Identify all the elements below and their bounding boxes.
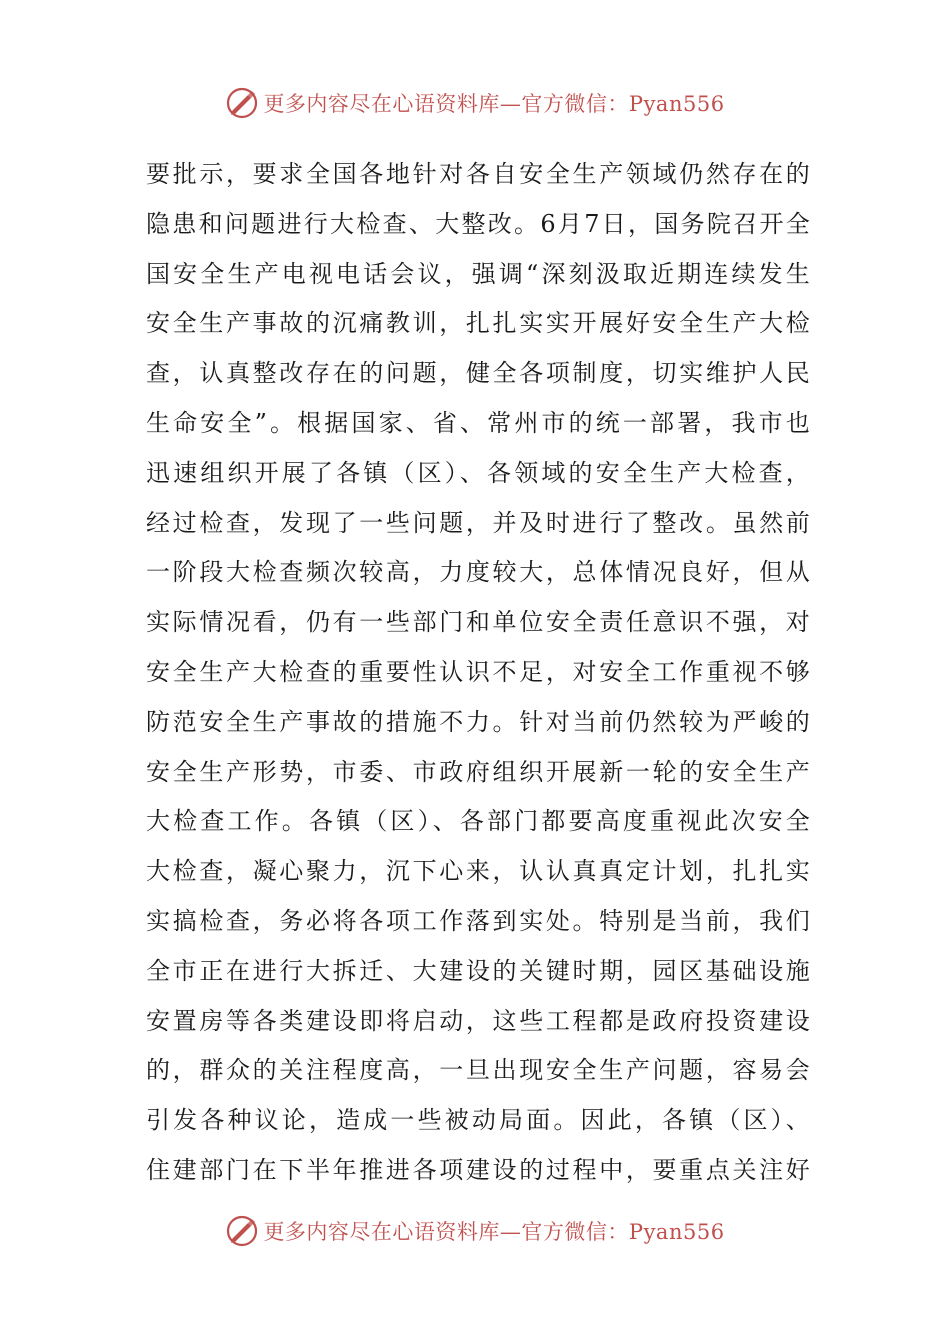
body-line: 迅速组织开展了各镇（区）、各领域的安全生产大检查， bbox=[146, 458, 810, 487]
pen-logo-icon bbox=[225, 1214, 259, 1248]
body-line: 的，群众的关注程度高，一旦出现安全生产问题，容易会 bbox=[146, 1056, 810, 1085]
body-line: 生命安全”。根据国家、省、常州市的统一部署，我市也 bbox=[146, 408, 810, 437]
body-line: 一阶段大检查频次较高，力度较大，总体情况良好，但从 bbox=[146, 558, 810, 587]
header-watermark-text: 更多内容尽在心语资料库—官方微信：Pyan556 bbox=[263, 92, 725, 116]
footer-watermark bbox=[0, 1211, 950, 1251]
body-line: 安全生产大检查的重要性认识不足，对安全工作重视不够 bbox=[146, 657, 810, 686]
body-line: 查，认真整改存在的问题，健全各项制度，切实维护人民 bbox=[146, 359, 810, 388]
body-line: 要批示，要求全国各地针对各自安全生产领域仍然存在的 bbox=[146, 160, 810, 188]
body-line: 隐患和问题进行大检查、大整改。6月7日，国务院召开全 bbox=[146, 209, 810, 238]
body-line: 实搞检查，务必将各项工作落到实处。特别是当前，我们 bbox=[146, 906, 810, 935]
body-line: 实际情况看，仍有一些部门和单位安全责任意识不强，对 bbox=[146, 608, 810, 637]
document-body bbox=[146, 150, 810, 1196]
body-line: 住建部门在下半年推进各项建设的过程中，要重点关注好 bbox=[146, 1155, 810, 1184]
body-line: 全市正在进行大拆迁、大建设的关键时期，园区基础设施 bbox=[146, 956, 810, 985]
body-line: 安全生产事故的沉痛教训，扎扎实实开展好安全生产大检 bbox=[146, 309, 810, 338]
body-line: 引发各种议论，造成一些被动局面。因此，各镇（区）、 bbox=[146, 1106, 810, 1135]
pen-logo-icon bbox=[225, 86, 259, 120]
body-line: 防范安全生产事故的措施不力。针对当前仍然较为严峻的 bbox=[146, 707, 810, 736]
footer-watermark-text: 更多内容尽在心语资料库—官方微信：Pyan556 bbox=[263, 1220, 725, 1244]
body-line: 安置房等各类建设即将启动，这些工程都是政府投资建设 bbox=[146, 1006, 810, 1035]
body-line: 大检查，凝心聚力，沉下心来，认认真真定计划，扎扎实 bbox=[146, 857, 810, 886]
body-line: 安全生产形势，市委、市政府组织开展新一轮的安全生产 bbox=[146, 757, 810, 786]
body-line: 国安全生产电视电话会议，强调“深刻汲取近期连续发生 bbox=[146, 259, 810, 288]
body-line: 大检查工作。各镇（区）、各部门都要高度重视此次安全 bbox=[146, 807, 810, 836]
header-watermark bbox=[0, 83, 950, 123]
body-line: 经过检查，发现了一些问题，并及时进行了整改。虽然前 bbox=[146, 508, 810, 537]
